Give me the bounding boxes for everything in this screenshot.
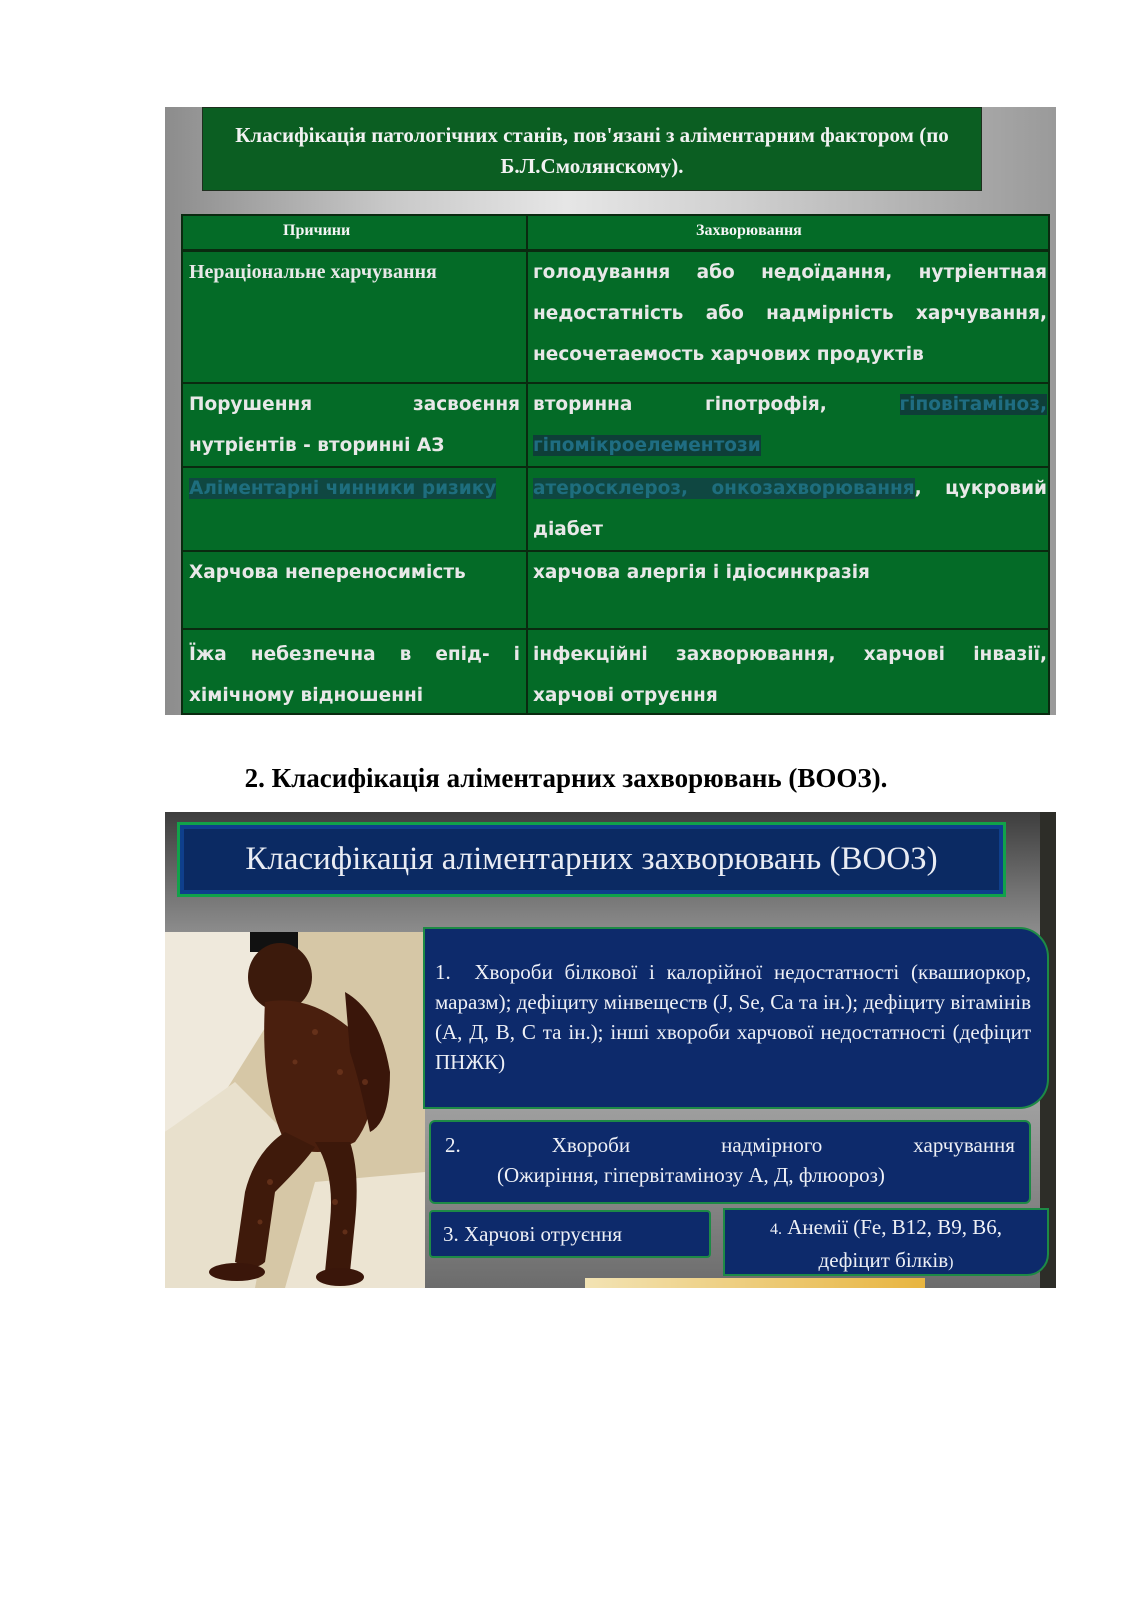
disease-cell: харчова алергія і ідіосинкразія: [533, 562, 870, 583]
category-number: 4.: [770, 1221, 783, 1238]
cause-cell: Нераціональне харчування: [189, 261, 437, 283]
category-box-3: [429, 1210, 711, 1258]
column-divider: [526, 216, 528, 713]
slide-pathological-states: [165, 107, 1056, 715]
category-line: [737, 1245, 1035, 1278]
section-heading: 2. Класифікація аліментарних захворювань (ВООЗ).: [244, 763, 888, 793]
highlighted-disease-text: атеросклероз, онкозахворювання: [533, 478, 915, 499]
cause-cell: Харчова непереносимість: [189, 562, 466, 583]
table-row: [183, 252, 1048, 384]
category-number: 2.: [445, 1133, 461, 1157]
cause-cell: Порушення засвоєння нутрієнтів - вторинні АЗ: [189, 394, 520, 456]
disease-cell: інфекційні захворювання, харчові інвазії, харчові отруєння: [533, 644, 1047, 706]
category-line: [445, 1130, 1015, 1160]
slide2-title: Класифікація аліментарних захворювань (ВООЗ): [177, 822, 1006, 897]
disease-text: , цукровий діабет: [533, 478, 1047, 540]
highlighted-disease-text: гіповітаміноз, гіпомікроелементози: [533, 394, 1047, 456]
category-box-2: [429, 1120, 1031, 1204]
category-text: Хвороби білкової і калорійної недостатності (квашиоркор, маразм); дефіциту мінвеществ (J, Se, Ca та ін.); дефіциту вітамінів (А, Д, В, С та ін.); інші хвороби харчової недостатності (дефіцит ПНЖК): [435, 960, 1031, 1074]
disease-cell: [533, 468, 1047, 550]
category-word: надмірного: [721, 1133, 823, 1157]
slide1-title: Класифікація патологічних станів, пов'язані з аліментарним фактором (по Б.Л.Смолянскому).: [202, 107, 982, 191]
category-text: ): [948, 1254, 954, 1271]
table-header: [183, 216, 1048, 252]
category-box-1: [423, 927, 1049, 1109]
disease-text: вторинна гіпотрофія,: [533, 394, 900, 415]
category-number: 1.: [435, 960, 451, 984]
category-line: [737, 1212, 1035, 1245]
disease-cell: [533, 384, 1047, 466]
category-word: харчування: [913, 1133, 1015, 1157]
highlighted-cause-text: Аліментарні чинники ризику: [189, 478, 497, 499]
cause-cell: [189, 468, 520, 509]
table-row: [183, 552, 1048, 630]
category-box-4: [723, 1208, 1049, 1276]
category-text: 3. Харчові отруєння: [443, 1222, 623, 1246]
slide-who-classification: [165, 812, 1056, 1288]
category-word: Хвороби: [551, 1133, 631, 1157]
table-row: [183, 384, 1048, 468]
classification-table: [181, 214, 1050, 715]
header-causes: Причини: [283, 222, 351, 239]
table-row: [183, 468, 1048, 552]
category-text: дефіцит білків: [818, 1248, 949, 1272]
table-row: [183, 630, 1048, 715]
disease-cell: голодування або недоїдання, нутріентная недостатність або надмірність харчування, несочетаемость харчових продуктів: [533, 262, 1047, 365]
category-text: (Ожиріння, гіпервітамінозу А, Д, флюороз): [497, 1163, 885, 1187]
slide-bottom-image-edge: [585, 1278, 925, 1288]
category-text: Анемії (Fe, B12, B9, B6,: [782, 1215, 1002, 1239]
header-diseases: Захворювання: [696, 222, 802, 239]
cause-cell: Їжа небезпечна в епід- і хімічному відношенні: [189, 644, 520, 706]
child-photo: [165, 932, 425, 1288]
